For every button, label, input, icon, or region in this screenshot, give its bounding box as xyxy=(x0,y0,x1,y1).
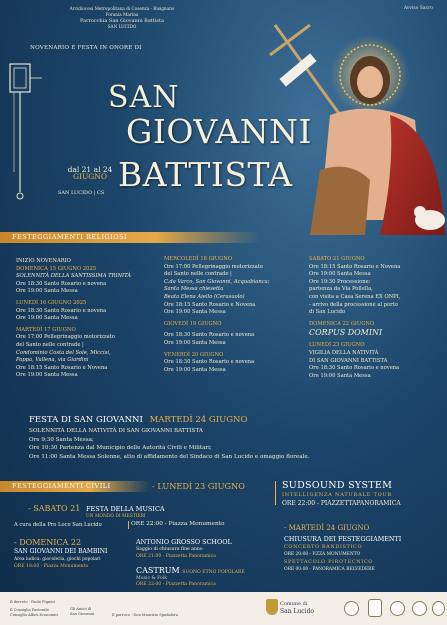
header-line: Forania Marina xyxy=(105,12,139,17)
festival-dates xyxy=(60,166,120,180)
schedule-line: Ore 18:30 Santo Rosario e novena xyxy=(16,307,107,314)
schedule-line: Ore 19:00 Santa Messa xyxy=(164,366,226,373)
festa-line: Ore 11:00 Santa Messa Solenne, atto di affidamento del Sindaco di San Lucido e omaggio floreale. xyxy=(29,453,310,460)
schedule-line: Beata Elena Aiello (Cerasuolo) xyxy=(164,293,245,300)
domenica-time: ORE 18:00 - Piazza Monumento xyxy=(14,564,89,569)
festa-line: Ore 9:30 Santa Messa; xyxy=(29,437,94,443)
schedule-line: INIZIO NOVENARIO xyxy=(16,258,71,264)
schedule-line: Santa Messa chiesetta xyxy=(164,286,224,293)
domenica-date: - DOMENICA 22 xyxy=(14,538,82,547)
section-bar-religiosi xyxy=(0,232,260,243)
sabato-time: ORE 22:00 - Piazza Monumento xyxy=(131,521,225,527)
sponsor-logo-icon xyxy=(344,601,359,616)
sudsound-title: SUDSOUND SYSTEM xyxy=(282,480,393,491)
schedule-line: SABATO 21 GIUGNO xyxy=(309,256,365,262)
schedule-line: DOMENICA 22 GIUGNO xyxy=(309,320,375,327)
schedule-line: Ore 18:15 Santo Rosario e Novena xyxy=(164,301,256,308)
schedule-line: Ore 18:30 Santo Rosario e novena xyxy=(164,332,255,339)
schedule-line: Ore 19:00 Santa Messa xyxy=(309,271,371,278)
schedule-line: C.da Varco, San Giovanni, Acquabianca; xyxy=(164,278,270,285)
religiosi-col-1 xyxy=(16,258,156,380)
sponsor-logo-icon xyxy=(432,601,445,616)
martedi-line: ORE 20:00 - P.ZZA MONUMENTO xyxy=(284,552,361,557)
sponsor-logo-icon xyxy=(368,599,382,617)
domenica-desc: Area ludica: giocoleria, giochi popolari xyxy=(14,557,101,562)
schedule-line: Ore 18:30 Santo Rosario e novena xyxy=(309,365,400,372)
divider xyxy=(128,521,129,529)
antonio-desc: Saggio di chiusura fine anno xyxy=(136,547,203,552)
schedule-line: Ore 19:30 Processione: xyxy=(309,278,371,285)
schedule-line: del Santo nelle contrade | xyxy=(16,341,84,348)
section-title: FESTEGGIAMENTI CIVILI xyxy=(12,482,111,490)
dates-range: dal 21 al 24 xyxy=(67,165,113,174)
schedule-line: LUNEDÌ 16 GIUGNO 2025 xyxy=(16,299,87,306)
schedule-line: Ore 18:30 Santo Rosario e novena xyxy=(164,359,255,366)
schedule-line: LUNEDÌ 23 GIUGNO xyxy=(309,342,365,349)
schedule-line: del Santo nelle contrade | xyxy=(164,271,232,278)
sudsound-time: ORE 22:00 - PIAZZETTAPANORAMICA xyxy=(282,500,401,507)
parish-header xyxy=(52,6,192,30)
schedule-line: MARTEDÌ 17 GIUGNO xyxy=(16,326,76,333)
comune-line: Comune di xyxy=(280,601,308,607)
footer-credit: Il Consiglio Pastorale xyxy=(10,608,49,612)
schedule-line: CORPUS DOMINI xyxy=(309,328,383,338)
sabato-date: - SABATO 21 xyxy=(28,504,81,513)
schedule-line: GIOVEDÌ 19 GIUGNO xyxy=(164,320,222,327)
avviso-sacro: Avviso Sacro xyxy=(403,6,433,11)
schedule-line: Ore 19:00 Santa Messa xyxy=(164,309,226,316)
schedule-line: DOMENICA 15 GIUGNO 2025 xyxy=(16,265,97,272)
footer-credit: Il parroco - Don Maurizio Spadafora xyxy=(112,613,178,617)
footer xyxy=(0,592,447,625)
schedule-line: MERCOLEDÌ 18 GIUGNO xyxy=(164,256,233,262)
title-line-1: SAN xyxy=(108,80,180,115)
header-line: Arcidiocesi Metropolitana di Cosenza - Bisignano xyxy=(69,6,175,11)
sudsound-subtitle: INTELLIGENZA NATURALE TOUR xyxy=(282,492,393,498)
sabato-title: FESTA DELLA MUSICA xyxy=(86,505,165,513)
schedule-line: Ore 19:00 Santa Messa xyxy=(16,315,78,322)
schedule-line: Ore 17:00 Pellegrinaggio motorizzato xyxy=(16,334,115,341)
schedule-line: Ore 18:15 Santo Rosario e Novena xyxy=(16,364,108,371)
footer-credit: San Giovanni xyxy=(70,612,95,616)
schedule-line: VIGILIA DELLA NATIVITÀ xyxy=(309,349,379,356)
antonio-title: ANTONIO GROSSO SCHOOL xyxy=(136,538,232,546)
festa-subtitle: SOLENNITÀ DELLA NATIVITÀ DI SAN GIOVANNI BATTISTA xyxy=(29,428,203,434)
castrum-subtitle: SUONO ETNO POPOLARE xyxy=(182,570,245,575)
sabato-subtitle: UN MONDO DI MESTIERI xyxy=(86,514,146,519)
ornament-frame-icon xyxy=(8,62,44,202)
sponsor-logo-icon xyxy=(390,601,405,616)
castrum-title xyxy=(136,566,245,575)
schedule-line: Condominio Costa del Sole, Miccisi, xyxy=(16,349,111,356)
schedule-line: DI SAN GIOVANNI BATTISTA xyxy=(309,357,388,364)
religiosi-col-2 xyxy=(164,256,304,374)
comune-crest-icon xyxy=(266,599,278,615)
schedule-line: Ore 18:30 Santo Rosario e novena xyxy=(16,280,107,287)
sponsor-logo-icon xyxy=(412,601,427,616)
sabato-cura: A cura della Pro Loco San Lucido xyxy=(14,522,102,528)
castrum-desc: Music & Folk xyxy=(136,576,168,581)
festa-lines xyxy=(29,436,439,461)
martedi-line: ORE 00:00 - PANORAMICA BELVEDERE xyxy=(284,567,375,572)
festa-title xyxy=(29,415,247,425)
schedule-line: - arrivo della processione al porto xyxy=(309,301,398,308)
footer-credit: Consiglio Affari Economici xyxy=(10,613,59,617)
dates-month: GIUGNO xyxy=(73,172,107,181)
martedi-title: CHIUSURA DEI FESTEGGIAMENTI xyxy=(284,535,402,543)
schedule-line: Ore 19:00 Santa Messa xyxy=(164,339,226,346)
antonio-time: ORE 21:00 - Piazzetta Panoramica xyxy=(136,554,216,559)
schedule-line: di San Lucido xyxy=(309,309,346,316)
festa-line: Ore 10:30 Partenza dal Municipio delle Autorità Civili e Militari; xyxy=(29,445,212,452)
martedi-line: SPETTACOLO PIROTECNICO xyxy=(284,559,373,565)
header-line: SAN LUCIDO xyxy=(107,24,137,29)
place-label: SAN LUCIDO | CS xyxy=(58,190,105,196)
section-bar-civili xyxy=(0,481,150,492)
schedule-line: SOLENNITÀ DELLA SANTISSIMA TRINITÀ xyxy=(16,273,132,280)
footer-credit: Il decreto - Paolo Pigneri xyxy=(10,600,56,604)
civili-bar-date: - LUNEDÌ 23 GIUGNO xyxy=(152,481,245,491)
title-line-2: GIOVANNI xyxy=(126,112,313,151)
religiosi-col-3 xyxy=(309,256,444,380)
schedule-line: Pappa, Vallena, via Giardini xyxy=(16,357,89,364)
header-line: Parrocchia San Giovanni Battista xyxy=(80,18,164,24)
footer-credit: Gli Amici di xyxy=(70,607,92,611)
schedule-line: con visita a Casa Serena EX ONPI, xyxy=(309,293,401,300)
martedi-line: CONCERTO BANDISTICO xyxy=(284,544,363,550)
comune-line: San Lucido xyxy=(280,608,315,615)
schedule-line: Ore 19:00 Santa Messa xyxy=(16,372,78,379)
schedule-line: Ore 19:00 Santa Messa xyxy=(309,372,371,379)
festa-title-left: FESTA DI SAN GIOVANNI xyxy=(29,415,143,425)
martedi-date: - MARTEDÌ 24 GIUGNO xyxy=(284,524,370,532)
section-title: FESTEGGIAMENTI RELIGIOSI xyxy=(12,233,128,241)
domenica-title: SAN GIOVANNI DEI BAMBINI xyxy=(14,548,108,555)
schedule-line: Ore 19:00 Santa Messa xyxy=(16,288,78,295)
divider xyxy=(275,481,276,505)
schedule-line: partenza da Via Pollella, xyxy=(309,286,373,293)
schedule-line: Ore 18:15 Santo Rosario e Novena xyxy=(309,263,401,270)
festa-title-date: MARTEDÌ 24 GIUGNO xyxy=(149,415,248,425)
schedule-line: VENERDÌ 20 GIUGNO xyxy=(164,351,224,358)
novenario-label: NOVENARIO E FESTA IN ONORE DI xyxy=(30,45,142,51)
castrum-time: ORE 22:00 - Piazzetta Panoramica xyxy=(136,582,216,587)
title-line-3: BATTISTA xyxy=(118,155,293,194)
castrum-name: CASTRUM xyxy=(136,566,180,575)
schedule-line: Ore 17:00 Pellegrinaggio motorizzato xyxy=(164,263,263,270)
